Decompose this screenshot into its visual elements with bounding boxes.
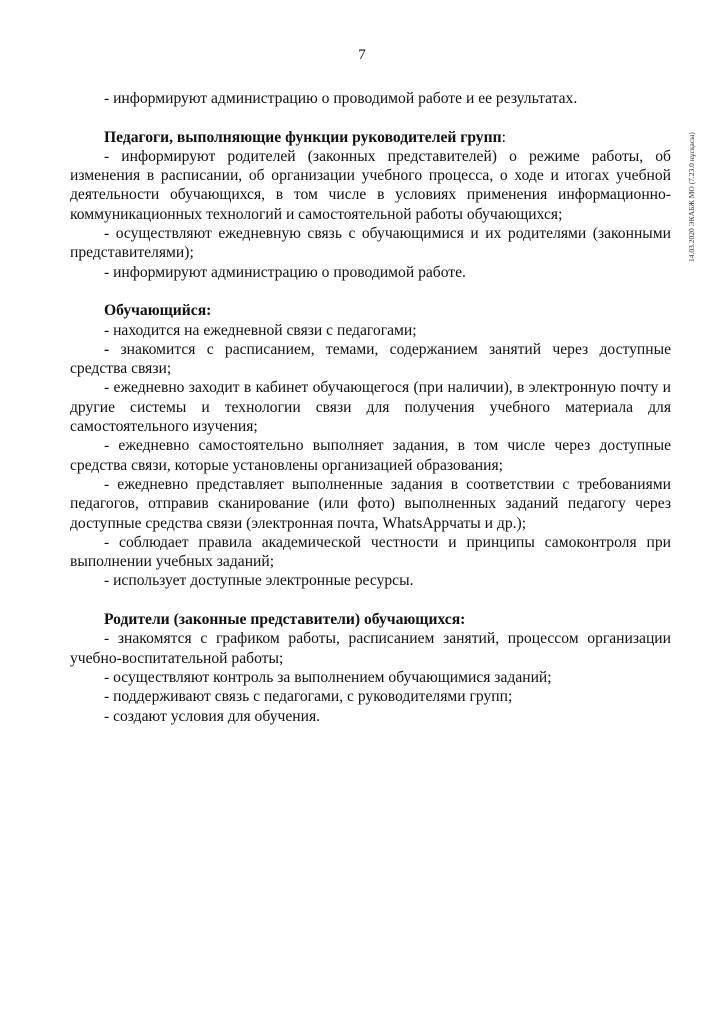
student-item-dash: - <box>104 340 110 358</box>
student-item: - ежедневно представляет выполненные задания в соответствии с требованиями педагогов, отправив сканирование (или фото) выполненных заданий педагогу через доступные средства связи (электронная почта, WhatsAppчаты и др.); <box>70 475 671 532</box>
student-item: - использует доступные электронные ресурсы. <box>104 572 414 590</box>
teachers-heading <box>70 128 671 147</box>
student-item: - соблюдает правила академической честности и принципы самоконтроля при выполнении учебных заданий; <box>70 533 671 571</box>
student-item: - ежедневно заходит в кабинет обучающегося (при наличии), в электронную почту и другие системы и технологии связи для получения учебного материала для самостоятельного изучения; <box>70 379 671 436</box>
teachers-section <box>70 128 671 282</box>
student-item: - ежедневно самостоятельно выполняет задания, в том числе через доступные средства связи, которые установлены организацией образования; <box>70 437 671 474</box>
student-item <box>70 340 671 379</box>
side-registration-stamp: 14.03.2020 ЭКАБЖ МО (7.23.0 нұсқасы) <box>687 132 696 262</box>
student-item: - находится на ежедневной связи с педагогами; <box>104 321 417 339</box>
page-number: 7 <box>358 47 366 63</box>
section-spacer <box>70 282 671 301</box>
teachers-item: - информируют администрацию о проводимой работе. <box>104 263 466 281</box>
teachers-heading-colon: : <box>501 128 506 146</box>
parents-item: - поддерживают связь с педагогами, с руководителями групп; <box>104 688 513 706</box>
intro-section <box>70 89 671 108</box>
parents-item: - создают условия для обучения. <box>104 707 321 725</box>
teachers-item: - информируют родителей (законных представителей) о режиме работы, об изменения в расписании, об организации учебного процесса, о ходе и итогах учебной деятельности обучающихся, в том числе в условиях применения информационно-коммуникационных технологий и самостоятельной работы обучающихся; <box>70 147 671 223</box>
intro-paragraph: - информируют администрацию о проводимой работе и ее результатах. <box>104 90 578 107</box>
parents-item: - знакомятся с графиком работы, расписанием занятий, процессом организации учебно-воспитательной работы; <box>70 630 671 667</box>
section-spacer <box>70 108 671 127</box>
student-item-text: знакомится с расписанием, темами, содержанием занятий через доступные средства связи; <box>70 340 671 378</box>
document-body <box>70 89 671 726</box>
teachers-item: - осуществляют ежедневную связь с обучающимися и их родителями (законными представителями); <box>70 225 671 262</box>
parents-heading: Родители (законные представители) обучающихся: <box>104 611 466 629</box>
parents-section <box>70 610 671 726</box>
parents-item: - осуществляют контроль за выполнением обучающимися заданий; <box>104 668 552 686</box>
teachers-heading-text: Педагоги, выполняющие функции руководителей групп <box>104 128 502 146</box>
student-heading: Обучающийся: <box>104 302 212 320</box>
student-section <box>70 301 671 590</box>
section-spacer <box>70 591 671 610</box>
